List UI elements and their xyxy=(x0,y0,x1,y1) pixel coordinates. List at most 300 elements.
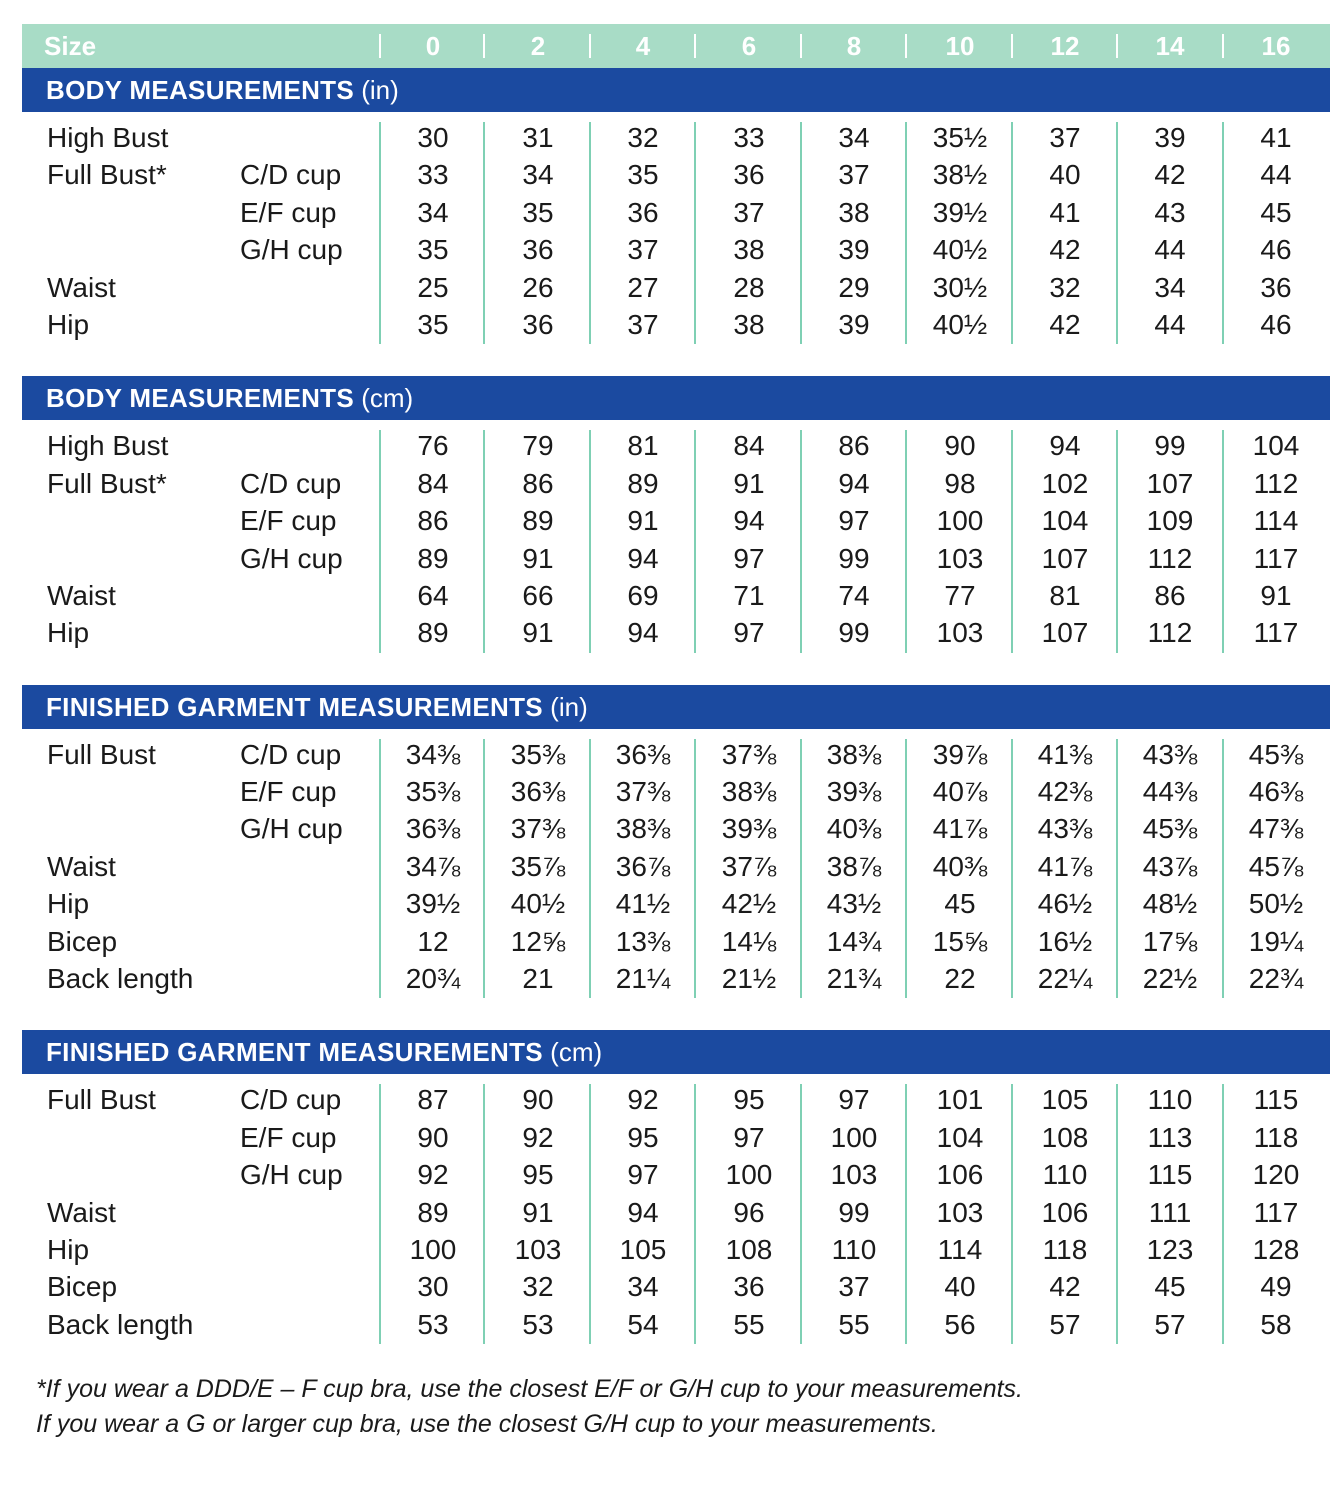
section-unit: (in) xyxy=(361,75,399,105)
column-divider xyxy=(800,739,802,999)
table-cell: 128 xyxy=(1252,1233,1300,1265)
table-row xyxy=(22,1157,1330,1194)
cup-label: G/H cup xyxy=(240,1159,343,1191)
footnote-line-1: *If you wear a DDD/E – F cup bra, use the closest E/F or G/H cup to your measurements. xyxy=(36,1375,1023,1403)
table-cell: 113 xyxy=(1147,1121,1193,1153)
section-header xyxy=(22,685,1330,729)
table-cell: 35⅜ xyxy=(405,776,461,808)
table-cell: 89 xyxy=(417,542,449,574)
table-cell: 44⅜ xyxy=(1142,776,1198,808)
table-cell: 38 xyxy=(733,234,765,266)
table-row xyxy=(22,886,1330,923)
cup-label: E/F cup xyxy=(240,505,337,537)
table-cell: 71 xyxy=(733,579,765,611)
table-cell: 28 xyxy=(733,271,765,303)
table-cell: 104 xyxy=(936,1121,984,1153)
row-label: Full Bust* xyxy=(47,467,167,499)
table-cell: 14⅛ xyxy=(721,925,777,957)
table-cell: 92 xyxy=(522,1121,554,1153)
table-cell: 36⅜ xyxy=(510,776,566,808)
size-column-header: 8 xyxy=(846,31,862,61)
table-cell: 91 xyxy=(733,467,765,499)
table-cell: 54 xyxy=(627,1308,659,1340)
table-cell: 81 xyxy=(1049,579,1081,611)
table-cell: 30½ xyxy=(932,271,988,303)
table-cell: 111 xyxy=(1148,1196,1192,1228)
table-cell: 90 xyxy=(944,430,976,462)
table-cell: 100 xyxy=(936,505,984,537)
table-cell: 37 xyxy=(838,159,870,191)
table-cell: 43⅜ xyxy=(1037,813,1093,845)
row-label: Back length xyxy=(47,1308,194,1340)
table-row xyxy=(22,120,1330,157)
cup-label: G/H cup xyxy=(240,542,343,574)
column-divider xyxy=(1222,430,1224,652)
cup-label: C/D cup xyxy=(240,159,342,191)
table-cell: 12⅝ xyxy=(510,925,566,957)
table-cell: 74 xyxy=(838,579,870,611)
table-cell: 103 xyxy=(936,617,984,649)
table-cell: 103 xyxy=(936,542,984,574)
column-divider xyxy=(905,122,907,344)
column-divider xyxy=(1116,430,1118,652)
column-divider xyxy=(905,430,907,652)
table-cell: 91 xyxy=(522,617,554,649)
table-cell: 100 xyxy=(830,1121,878,1153)
table-cell: 37 xyxy=(1049,122,1081,153)
row-label: Bicep xyxy=(47,1271,118,1303)
table-cell: 20¾ xyxy=(405,963,461,995)
table-cell: 99 xyxy=(838,1196,870,1228)
section-header xyxy=(22,1030,1330,1074)
table-cell: 22¾ xyxy=(1248,963,1304,995)
table-cell: 13⅜ xyxy=(615,925,671,957)
table-cell: 97 xyxy=(733,542,765,574)
table-cell: 98 xyxy=(944,467,976,499)
table-cell: 95 xyxy=(627,1121,659,1153)
table-cell: 41 xyxy=(1260,122,1292,153)
table-cell: 89 xyxy=(417,617,449,649)
table-cell: 94 xyxy=(1049,430,1081,462)
table-cell: 41⅞ xyxy=(1037,850,1093,882)
table-cell: 45⅜ xyxy=(1142,813,1198,845)
table-cell: 46 xyxy=(1260,234,1292,266)
table-row xyxy=(22,503,1330,540)
table-cell: 32 xyxy=(627,122,659,153)
table-cell: 94 xyxy=(733,505,765,537)
table-cell: 55 xyxy=(733,1308,765,1340)
table-cell: 49 xyxy=(1260,1271,1292,1303)
cup-label: E/F cup xyxy=(240,196,337,228)
table-cell: 90 xyxy=(417,1121,449,1153)
table-cell: 103 xyxy=(830,1159,878,1191)
row-label: Full Bust* xyxy=(47,159,167,191)
table-cell: 53 xyxy=(522,1308,554,1340)
table-cell: 36 xyxy=(733,159,765,191)
column-divider xyxy=(694,1084,696,1344)
table-cell: 30 xyxy=(417,1271,449,1303)
table-row xyxy=(22,811,1330,848)
column-divider xyxy=(589,430,591,652)
table-cell: 39⅜ xyxy=(826,776,882,808)
section-body xyxy=(22,112,1330,348)
sections xyxy=(22,68,1330,1348)
column-divider xyxy=(905,739,907,999)
table-cell: 36 xyxy=(733,1271,765,1303)
table-cell: 34 xyxy=(627,1271,659,1303)
cup-label: C/D cup xyxy=(240,467,342,499)
table-cell: 41⅞ xyxy=(932,813,988,845)
table-cell: 87 xyxy=(417,1084,449,1116)
table-cell: 107 xyxy=(1041,542,1089,574)
size-separator xyxy=(379,34,381,58)
column-divider xyxy=(694,122,696,344)
table-cell: 17⅝ xyxy=(1142,925,1198,957)
table-cell: 38 xyxy=(733,308,765,340)
section-title: BODY MEASUREMENTS xyxy=(46,75,354,105)
column-divider xyxy=(800,430,802,652)
size-separator xyxy=(905,34,907,58)
row-label: Hip xyxy=(47,888,90,920)
table-cell: 21¾ xyxy=(826,963,882,995)
table-row xyxy=(22,1120,1330,1157)
table-cell: 40½ xyxy=(510,888,566,920)
table-cell: 30 xyxy=(417,122,449,153)
table-cell: 117 xyxy=(1253,542,1299,574)
table-cell: 104 xyxy=(1252,430,1300,462)
table-cell: 100 xyxy=(725,1159,773,1191)
column-divider xyxy=(694,430,696,652)
table-cell: 57 xyxy=(1049,1308,1081,1340)
column-divider xyxy=(1011,430,1013,652)
table-cell: 97 xyxy=(733,1121,765,1153)
table-cell: 97 xyxy=(627,1159,659,1191)
table-cell: 42 xyxy=(1154,159,1186,191)
table-cell: 34⅜ xyxy=(405,738,461,770)
table-cell: 35½ xyxy=(932,122,988,153)
table-cell: 46⅜ xyxy=(1248,776,1304,808)
table-cell: 50½ xyxy=(1248,888,1304,920)
table-cell: 95 xyxy=(522,1159,554,1191)
row-label: Hip xyxy=(47,1233,90,1265)
table-cell: 101 xyxy=(936,1084,984,1116)
table-cell: 43½ xyxy=(826,888,882,920)
column-divider xyxy=(1116,122,1118,344)
table-cell: 91 xyxy=(522,1196,554,1228)
table-cell: 39 xyxy=(838,234,870,266)
table-row xyxy=(22,270,1330,307)
table-cell: 36 xyxy=(522,234,554,266)
table-cell: 118 xyxy=(1253,1121,1299,1153)
table-cell: 58 xyxy=(1260,1308,1292,1340)
table-cell: 41 xyxy=(1049,196,1081,228)
table-cell: 86 xyxy=(417,505,449,537)
table-cell: 69 xyxy=(627,579,659,611)
table-cell: 84 xyxy=(733,430,765,462)
footnote xyxy=(36,1372,1023,1442)
table-cell: 117 xyxy=(1253,617,1299,649)
table-cell: 27 xyxy=(627,271,659,303)
column-divider xyxy=(379,1084,381,1344)
table-cell: 40⅜ xyxy=(826,813,882,845)
table-cell: 38⅜ xyxy=(826,738,882,770)
table-row xyxy=(22,924,1330,961)
table-cell: 41⅜ xyxy=(1037,738,1093,770)
table-row xyxy=(22,737,1330,774)
row-label: Bicep xyxy=(47,925,118,957)
table-row xyxy=(22,615,1330,652)
table-cell: 21½ xyxy=(721,963,777,995)
table-row xyxy=(22,961,1330,998)
table-row xyxy=(22,428,1330,465)
table-cell: 35 xyxy=(417,234,449,266)
table-cell: 105 xyxy=(619,1233,667,1265)
table-cell: 38⅜ xyxy=(615,813,671,845)
table-row xyxy=(22,1307,1330,1344)
size-column-header: 10 xyxy=(945,31,975,61)
row-label: Waist xyxy=(47,271,116,303)
table-cell: 43⅜ xyxy=(1142,738,1198,770)
table-cell: 37⅜ xyxy=(510,813,566,845)
table-cell: 42 xyxy=(1049,1271,1081,1303)
column-divider xyxy=(1222,1084,1224,1344)
table-cell: 45 xyxy=(1260,196,1292,228)
table-cell: 37⅜ xyxy=(721,738,777,770)
table-cell: 110 xyxy=(831,1233,877,1265)
table-cell: 38⅞ xyxy=(826,850,882,882)
table-cell: 37 xyxy=(838,1271,870,1303)
table-cell: 21¼ xyxy=(615,963,671,995)
table-cell: 22 xyxy=(944,963,976,995)
table-cell: 86 xyxy=(838,430,870,462)
table-row xyxy=(22,1232,1330,1269)
section-header xyxy=(22,68,1330,112)
table-cell: 106 xyxy=(1041,1196,1089,1228)
table-cell: 91 xyxy=(627,505,659,537)
table-cell: 47⅜ xyxy=(1248,813,1304,845)
table-cell: 40½ xyxy=(932,308,988,340)
table-cell: 108 xyxy=(725,1233,773,1265)
table-cell: 39⅞ xyxy=(932,738,988,770)
table-cell: 39½ xyxy=(405,888,461,920)
table-cell: 42 xyxy=(1049,308,1081,340)
table-cell: 107 xyxy=(1146,467,1194,499)
table-cell: 39 xyxy=(838,308,870,340)
section-header xyxy=(22,376,1330,420)
column-divider xyxy=(483,1084,485,1344)
table-cell: 37 xyxy=(733,196,765,228)
table-row xyxy=(22,774,1330,811)
table-cell: 89 xyxy=(627,467,659,499)
column-divider xyxy=(1011,1084,1013,1344)
table-cell: 115 xyxy=(1147,1159,1193,1191)
table-cell: 35 xyxy=(417,308,449,340)
table-cell: 37 xyxy=(627,234,659,266)
table-cell: 39½ xyxy=(932,196,988,228)
section-unit: (cm) xyxy=(550,1037,603,1068)
table-cell: 38½ xyxy=(932,159,988,191)
table-cell: 37⅜ xyxy=(615,776,671,808)
table-cell: 22¼ xyxy=(1037,963,1093,995)
table-cell: 108 xyxy=(1041,1121,1089,1153)
row-label: Full Bust xyxy=(47,1084,156,1116)
section-title: BODY MEASUREMENTS xyxy=(46,383,354,414)
table-cell: 90 xyxy=(522,1084,554,1116)
row-label: High Bust xyxy=(47,430,169,462)
table-cell: 96 xyxy=(733,1196,765,1228)
table-cell: 29 xyxy=(838,271,870,303)
cup-label: G/H cup xyxy=(240,234,343,266)
table-cell: 55 xyxy=(838,1308,870,1340)
table-cell: 97 xyxy=(733,617,765,649)
column-divider xyxy=(1011,122,1013,344)
column-divider xyxy=(694,739,696,999)
table-cell: 31 xyxy=(522,122,554,153)
table-cell: 92 xyxy=(627,1084,659,1116)
column-divider xyxy=(483,739,485,999)
table-cell: 76 xyxy=(417,430,449,462)
table-cell: 118 xyxy=(1042,1233,1088,1265)
column-divider xyxy=(1116,739,1118,999)
size-column-header: 2 xyxy=(530,31,546,61)
size-column-header: 16 xyxy=(1261,31,1291,61)
table-cell: 32 xyxy=(522,1271,554,1303)
table-cell: 45⅜ xyxy=(1248,738,1304,770)
table-cell: 44 xyxy=(1154,308,1186,340)
table-cell: 79 xyxy=(522,430,554,462)
table-row xyxy=(22,1269,1330,1306)
table-cell: 94 xyxy=(627,1196,659,1228)
table-cell: 40 xyxy=(1049,159,1081,191)
table-cell: 114 xyxy=(937,1233,983,1265)
cup-label: G/H cup xyxy=(240,813,343,845)
table-cell: 40 xyxy=(944,1271,976,1303)
table-cell: 46½ xyxy=(1037,888,1093,920)
table-cell: 39 xyxy=(1154,122,1186,153)
size-chart xyxy=(22,24,1330,1348)
table-cell: 40⅞ xyxy=(932,776,988,808)
table-cell: 114 xyxy=(1253,505,1299,537)
table-cell: 36 xyxy=(1260,271,1292,303)
table-cell: 36⅜ xyxy=(405,813,461,845)
table-cell: 41½ xyxy=(615,888,671,920)
table-cell: 40½ xyxy=(932,234,988,266)
size-header-bar xyxy=(22,24,1330,68)
table-cell: 34 xyxy=(1154,271,1186,303)
column-divider xyxy=(589,122,591,344)
column-divider xyxy=(483,122,485,344)
size-separator xyxy=(1222,34,1224,58)
row-label: Back length xyxy=(47,963,194,995)
table-cell: 36⅜ xyxy=(615,738,671,770)
table-cell: 16½ xyxy=(1037,925,1093,957)
table-cell: 36 xyxy=(627,196,659,228)
table-cell: 110 xyxy=(1147,1084,1193,1116)
table-cell: 56 xyxy=(944,1308,976,1340)
row-label: High Bust xyxy=(47,122,169,153)
size-separator xyxy=(1116,34,1118,58)
section-title: FINISHED GARMENT MEASUREMENTS xyxy=(46,1037,543,1068)
size-column-header: 0 xyxy=(425,31,441,61)
table-cell: 40⅜ xyxy=(932,850,988,882)
table-cell: 34 xyxy=(522,159,554,191)
table-cell: 35⅞ xyxy=(510,850,566,882)
table-cell: 39⅜ xyxy=(721,813,777,845)
table-cell: 112 xyxy=(1147,617,1193,649)
table-cell: 89 xyxy=(417,1196,449,1228)
table-cell: 44 xyxy=(1260,159,1292,191)
table-cell: 117 xyxy=(1253,1196,1299,1228)
footnote-line-2: If you wear a G or larger cup bra, use the closest G/H cup to your measurements. xyxy=(36,1410,938,1438)
section-title: FINISHED GARMENT MEASUREMENTS xyxy=(46,691,543,722)
table-cell: 32 xyxy=(1049,271,1081,303)
table-cell: 115 xyxy=(1253,1084,1299,1116)
table-cell: 84 xyxy=(417,467,449,499)
table-cell: 103 xyxy=(936,1196,984,1228)
table-cell: 109 xyxy=(1146,505,1194,537)
table-row xyxy=(22,1082,1330,1119)
table-cell: 42⅜ xyxy=(1037,776,1093,808)
table-cell: 33 xyxy=(733,122,765,153)
table-cell: 97 xyxy=(838,505,870,537)
size-column-header: 4 xyxy=(635,31,651,61)
table-cell: 44 xyxy=(1154,234,1186,266)
table-cell: 45 xyxy=(944,888,976,920)
table-cell: 100 xyxy=(409,1233,457,1265)
row-label: Hip xyxy=(47,308,90,340)
table-cell: 15⅝ xyxy=(932,925,988,957)
table-cell: 86 xyxy=(522,467,554,499)
table-cell: 38 xyxy=(838,196,870,228)
table-cell: 42½ xyxy=(721,888,777,920)
size-column-header: 6 xyxy=(741,31,757,61)
table-cell: 35⅜ xyxy=(510,738,566,770)
table-cell: 25 xyxy=(417,271,449,303)
table-cell: 112 xyxy=(1253,467,1299,499)
table-cell: 36⅞ xyxy=(615,850,671,882)
table-cell: 106 xyxy=(936,1159,984,1191)
table-cell: 45⅞ xyxy=(1248,850,1304,882)
table-cell: 64 xyxy=(417,579,449,611)
table-cell: 94 xyxy=(627,542,659,574)
table-cell: 26 xyxy=(522,271,554,303)
table-cell: 92 xyxy=(417,1159,449,1191)
table-row xyxy=(22,541,1330,578)
table-cell: 91 xyxy=(522,542,554,574)
table-cell: 33 xyxy=(417,159,449,191)
table-cell: 43 xyxy=(1154,196,1186,228)
table-cell: 57 xyxy=(1154,1308,1186,1340)
table-cell: 99 xyxy=(838,542,870,574)
cup-label: E/F cup xyxy=(240,776,337,808)
table-cell: 99 xyxy=(1154,430,1186,462)
row-label: Waist xyxy=(47,579,116,611)
row-label: Hip xyxy=(47,617,90,649)
column-divider xyxy=(483,430,485,652)
section-body xyxy=(22,1074,1330,1348)
size-separator xyxy=(800,34,802,58)
table-cell: 86 xyxy=(1154,579,1186,611)
table-cell: 14¾ xyxy=(826,925,882,957)
table-cell: 43⅞ xyxy=(1142,850,1198,882)
table-cell: 89 xyxy=(522,505,554,537)
table-cell: 34 xyxy=(417,196,449,228)
table-row xyxy=(22,466,1330,503)
table-row xyxy=(22,1195,1330,1232)
table-cell: 107 xyxy=(1041,617,1089,649)
column-divider xyxy=(905,1084,907,1344)
table-cell: 94 xyxy=(627,617,659,649)
